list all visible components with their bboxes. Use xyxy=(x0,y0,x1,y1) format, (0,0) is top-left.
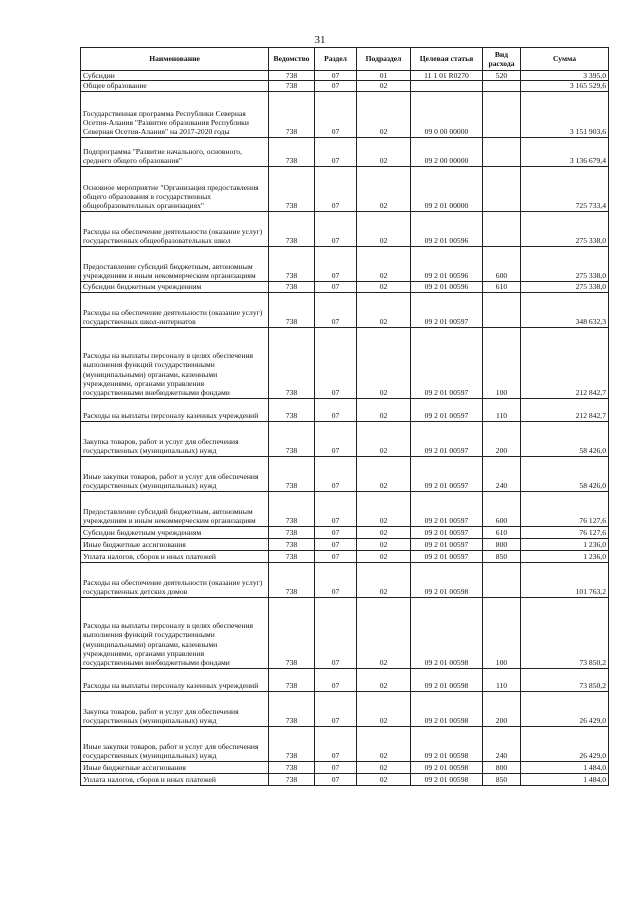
cell-summa: 212 842,7 xyxy=(521,327,609,398)
cell-razdel: 07 xyxy=(315,281,357,292)
cell-summa: 1 236,0 xyxy=(521,538,609,550)
cell-name: Предоставление субсидий бюджетным, автономным учреждениям и иным некоммерческим организациям xyxy=(81,246,269,281)
cell-podrazdel: 02 xyxy=(357,491,411,526)
cell-summa: 58 426,0 xyxy=(521,456,609,491)
table-row xyxy=(81,246,609,281)
cell-name: Расходы на обеспечение деятельности (оказание услуг) государственных школ-интернатов xyxy=(81,292,269,327)
table-row xyxy=(81,71,609,81)
cell-vid: 800 xyxy=(483,538,521,550)
cell-vid xyxy=(483,81,521,91)
cell-summa: 1 484,0 xyxy=(521,761,609,773)
cell-celevaya: 09 2 01 00598 xyxy=(411,726,483,761)
cell-podrazdel: 02 xyxy=(357,668,411,691)
cell-name: Расходы на выплаты персоналу казенных учреждений xyxy=(81,668,269,691)
table-row xyxy=(81,773,609,785)
cell-summa: 212 842,7 xyxy=(521,398,609,421)
cell-podrazdel: 02 xyxy=(357,292,411,327)
cell-vid: 200 xyxy=(483,691,521,726)
cell-summa: 76 127,6 xyxy=(521,491,609,526)
cell-name: Иные закупки товаров, работ и услуг для обеспечения государственных (муниципальных) нужд xyxy=(81,726,269,761)
cell-razdel: 07 xyxy=(315,137,357,166)
cell-vid xyxy=(483,562,521,597)
cell-razdel: 07 xyxy=(315,91,357,137)
cell-name: Иные бюджетные ассигнования xyxy=(81,538,269,550)
cell-summa: 26 429,0 xyxy=(521,691,609,726)
cell-summa: 3 165 529,6 xyxy=(521,81,609,91)
cell-ved: 738 xyxy=(269,71,315,81)
cell-name: Уплата налогов, сборов и иных платежей xyxy=(81,550,269,562)
table-row xyxy=(81,538,609,550)
cell-podrazdel: 02 xyxy=(357,137,411,166)
cell-name: Расходы на выплаты персоналу в целях обеспечения выполнения функций государственными (муниципальными) органами, казенными учреждениями, органами управления государственными внебюджетными фондами xyxy=(81,597,269,668)
cell-vid: 610 xyxy=(483,526,521,538)
cell-celevaya: 09 2 01 00598 xyxy=(411,562,483,597)
cell-podrazdel: 02 xyxy=(357,550,411,562)
cell-summa: 275 338,0 xyxy=(521,246,609,281)
cell-ved: 738 xyxy=(269,327,315,398)
cell-summa: 73 850,2 xyxy=(521,668,609,691)
header-name: Наименование xyxy=(81,48,269,71)
cell-podrazdel: 02 xyxy=(357,761,411,773)
cell-vid xyxy=(483,166,521,211)
cell-ved: 738 xyxy=(269,668,315,691)
header-summa: Сумма xyxy=(521,48,609,71)
cell-ved: 738 xyxy=(269,491,315,526)
table-row xyxy=(81,597,609,668)
cell-name: Закупка товаров, работ и услуг для обеспечения государственных (муниципальных) нужд xyxy=(81,691,269,726)
cell-podrazdel: 02 xyxy=(357,398,411,421)
table-row xyxy=(81,761,609,773)
table-row xyxy=(81,137,609,166)
cell-ved: 738 xyxy=(269,81,315,91)
cell-podrazdel: 02 xyxy=(357,327,411,398)
table-row xyxy=(81,292,609,327)
cell-name: Общее образование xyxy=(81,81,269,91)
table-header-row xyxy=(81,48,609,71)
cell-vid xyxy=(483,91,521,137)
cell-celevaya: 09 2 01 00598 xyxy=(411,761,483,773)
cell-ved: 738 xyxy=(269,538,315,550)
cell-podrazdel: 02 xyxy=(357,91,411,137)
cell-celevaya: 09 2 01 00597 xyxy=(411,421,483,456)
cell-razdel: 07 xyxy=(315,491,357,526)
cell-razdel: 07 xyxy=(315,166,357,211)
cell-vid: 100 xyxy=(483,327,521,398)
cell-name: Расходы на выплаты персоналу казенных учреждений xyxy=(81,398,269,421)
cell-celevaya: 09 2 01 00597 xyxy=(411,327,483,398)
cell-ved: 738 xyxy=(269,456,315,491)
table-row xyxy=(81,81,609,91)
cell-podrazdel: 02 xyxy=(357,562,411,597)
cell-vid: 600 xyxy=(483,246,521,281)
cell-ved: 738 xyxy=(269,562,315,597)
cell-podrazdel: 01 xyxy=(357,71,411,81)
cell-name: Расходы на обеспечение деятельности (оказание услуг) государственных общеобразовательных школ xyxy=(81,211,269,246)
cell-razdel: 07 xyxy=(315,773,357,785)
cell-celevaya: 09 2 01 00598 xyxy=(411,773,483,785)
cell-name: Закупка товаров, работ и услуг для обеспечения государственных (муниципальных) нужд xyxy=(81,421,269,456)
cell-razdel: 07 xyxy=(315,246,357,281)
header-podrazdel: Подраздел xyxy=(357,48,411,71)
cell-name: Расходы на обеспечение деятельности (оказание услуг) государственных детских домов xyxy=(81,562,269,597)
cell-vid: 110 xyxy=(483,668,521,691)
cell-summa: 725 733,4 xyxy=(521,166,609,211)
cell-razdel: 07 xyxy=(315,526,357,538)
cell-razdel: 07 xyxy=(315,421,357,456)
cell-celevaya: 09 2 01 00598 xyxy=(411,668,483,691)
cell-name: Уплата налогов, сборов и иных платежей xyxy=(81,773,269,785)
cell-ved: 738 xyxy=(269,691,315,726)
cell-ved: 738 xyxy=(269,91,315,137)
header-ved: Ведомство xyxy=(269,48,315,71)
cell-razdel: 07 xyxy=(315,597,357,668)
cell-vid xyxy=(483,292,521,327)
cell-summa: 58 426,0 xyxy=(521,421,609,456)
cell-ved: 738 xyxy=(269,398,315,421)
cell-podrazdel: 02 xyxy=(357,246,411,281)
cell-summa: 73 850,2 xyxy=(521,597,609,668)
cell-vid: 240 xyxy=(483,726,521,761)
cell-vid: 850 xyxy=(483,550,521,562)
cell-vid: 100 xyxy=(483,597,521,668)
cell-summa: 1 236,0 xyxy=(521,550,609,562)
table-row xyxy=(81,421,609,456)
cell-name: Субсидии xyxy=(81,71,269,81)
table-row xyxy=(81,398,609,421)
cell-name: Субсидии бюджетным учреждениям xyxy=(81,281,269,292)
cell-celevaya: 09 2 01 00597 xyxy=(411,456,483,491)
cell-podrazdel: 02 xyxy=(357,166,411,211)
table-row xyxy=(81,691,609,726)
table-row xyxy=(81,491,609,526)
header-razdel: Раздел xyxy=(315,48,357,71)
cell-razdel: 07 xyxy=(315,550,357,562)
cell-name: Субсидии бюджетным учреждениям xyxy=(81,526,269,538)
cell-podrazdel: 02 xyxy=(357,281,411,292)
cell-celevaya: 09 2 01 00597 xyxy=(411,491,483,526)
table-row xyxy=(81,726,609,761)
table-row xyxy=(81,281,609,292)
cell-razdel: 07 xyxy=(315,726,357,761)
cell-vid: 110 xyxy=(483,398,521,421)
cell-name: Иные бюджетные ассигнования xyxy=(81,761,269,773)
cell-ved: 738 xyxy=(269,597,315,668)
cell-summa: 1 484,0 xyxy=(521,773,609,785)
cell-podrazdel: 02 xyxy=(357,726,411,761)
table-row xyxy=(81,562,609,597)
cell-vid xyxy=(483,211,521,246)
cell-razdel: 07 xyxy=(315,327,357,398)
cell-celevaya: 09 0 00 00000 xyxy=(411,91,483,137)
cell-vid: 610 xyxy=(483,281,521,292)
cell-ved: 738 xyxy=(269,526,315,538)
cell-celevaya: 09 2 01 00597 xyxy=(411,550,483,562)
cell-celevaya: 09 2 01 00596 xyxy=(411,281,483,292)
cell-celevaya: 11 1 01 R0270 xyxy=(411,71,483,81)
budget-table xyxy=(80,47,609,786)
cell-razdel: 07 xyxy=(315,691,357,726)
cell-podrazdel: 02 xyxy=(357,526,411,538)
cell-ved: 738 xyxy=(269,166,315,211)
cell-name: Государственная программа Республики Северная Осетия-Алания "Развитие образования Республики Северная Осетия-Алания" на 2017-2020 годы xyxy=(81,91,269,137)
cell-podrazdel: 02 xyxy=(357,81,411,91)
cell-ved: 738 xyxy=(269,773,315,785)
cell-name: Предоставление субсидий бюджетным, автономным учреждениям и иным некоммерческим организациям xyxy=(81,491,269,526)
cell-celevaya: 09 2 00 00000 xyxy=(411,137,483,166)
cell-razdel: 07 xyxy=(315,71,357,81)
cell-ved: 738 xyxy=(269,292,315,327)
cell-summa: 275 338,0 xyxy=(521,211,609,246)
cell-podrazdel: 02 xyxy=(357,538,411,550)
cell-razdel: 07 xyxy=(315,761,357,773)
table-row xyxy=(81,166,609,211)
cell-summa: 275 338,0 xyxy=(521,281,609,292)
header-vid: Вид расхода xyxy=(483,48,521,71)
cell-celevaya xyxy=(411,81,483,91)
cell-podrazdel: 02 xyxy=(357,597,411,668)
cell-ved: 738 xyxy=(269,281,315,292)
cell-name: Основное мероприятие "Организация предоставления общего образования в государственных общеобразовательных организациях" xyxy=(81,166,269,211)
cell-podrazdel: 02 xyxy=(357,421,411,456)
cell-vid: 520 xyxy=(483,71,521,81)
cell-podrazdel: 02 xyxy=(357,773,411,785)
page-number: 31 xyxy=(314,34,326,46)
cell-ved: 738 xyxy=(269,726,315,761)
cell-vid xyxy=(483,137,521,166)
cell-razdel: 07 xyxy=(315,211,357,246)
table-row xyxy=(81,668,609,691)
cell-name: Подпрограмма "Развитие начального, основного, среднего общего образования" xyxy=(81,137,269,166)
cell-razdel: 07 xyxy=(315,456,357,491)
cell-celevaya: 09 2 01 00597 xyxy=(411,526,483,538)
table-row xyxy=(81,550,609,562)
cell-podrazdel: 02 xyxy=(357,211,411,246)
cell-celevaya: 09 2 01 00598 xyxy=(411,597,483,668)
cell-vid: 240 xyxy=(483,456,521,491)
cell-vid: 800 xyxy=(483,761,521,773)
cell-ved: 738 xyxy=(269,137,315,166)
cell-ved: 738 xyxy=(269,761,315,773)
table-row xyxy=(81,526,609,538)
cell-vid: 200 xyxy=(483,421,521,456)
cell-celevaya: 09 2 01 00596 xyxy=(411,246,483,281)
cell-summa: 348 632,3 xyxy=(521,292,609,327)
table-row xyxy=(81,327,609,398)
cell-summa: 3 136 679,4 xyxy=(521,137,609,166)
table-row xyxy=(81,211,609,246)
cell-razdel: 07 xyxy=(315,292,357,327)
cell-vid: 600 xyxy=(483,491,521,526)
cell-name: Иные закупки товаров, работ и услуг для обеспечения государственных (муниципальных) нужд xyxy=(81,456,269,491)
table-row xyxy=(81,456,609,491)
cell-summa: 101 763,2 xyxy=(521,562,609,597)
cell-ved: 738 xyxy=(269,421,315,456)
cell-summa: 3 395,0 xyxy=(521,71,609,81)
cell-summa: 26 429,0 xyxy=(521,726,609,761)
cell-razdel: 07 xyxy=(315,538,357,550)
cell-razdel: 07 xyxy=(315,81,357,91)
header-celevaya: Целевая статья xyxy=(411,48,483,71)
cell-razdel: 07 xyxy=(315,668,357,691)
cell-celevaya: 09 2 01 00596 xyxy=(411,211,483,246)
cell-celevaya: 09 2 01 00598 xyxy=(411,691,483,726)
cell-razdel: 07 xyxy=(315,562,357,597)
cell-ved: 738 xyxy=(269,211,315,246)
cell-celevaya: 09 2 01 00597 xyxy=(411,292,483,327)
cell-celevaya: 09 2 01 00597 xyxy=(411,398,483,421)
cell-vid: 850 xyxy=(483,773,521,785)
cell-podrazdel: 02 xyxy=(357,456,411,491)
cell-celevaya: 09 2 01 00000 xyxy=(411,166,483,211)
cell-summa: 76 127,6 xyxy=(521,526,609,538)
cell-ved: 738 xyxy=(269,550,315,562)
cell-ved: 738 xyxy=(269,246,315,281)
cell-summa: 3 151 903,6 xyxy=(521,91,609,137)
cell-podrazdel: 02 xyxy=(357,691,411,726)
cell-razdel: 07 xyxy=(315,398,357,421)
cell-celevaya: 09 2 01 00597 xyxy=(411,538,483,550)
table-row xyxy=(81,91,609,137)
cell-name: Расходы на выплаты персоналу в целях обеспечения выполнения функций государственными (муниципальными) органами, казенными учреждениями, органами управления государственными внебюджетными фондами xyxy=(81,327,269,398)
